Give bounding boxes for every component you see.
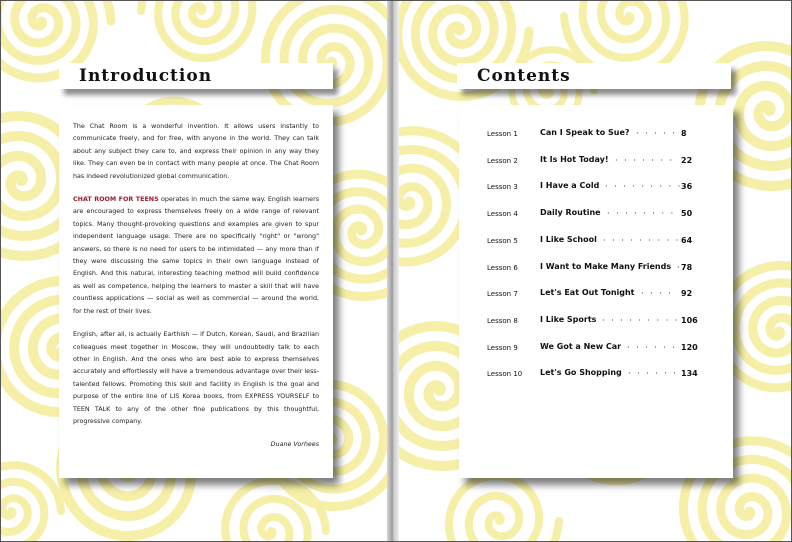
lesson-number: Lesson 10 xyxy=(487,370,523,379)
lesson-page-number: 78 xyxy=(681,262,693,272)
dot-leader: · · · · · · xyxy=(628,369,678,379)
dot-leader: · · · · · · · · xyxy=(607,209,676,219)
lesson-page-number: 50 xyxy=(681,209,693,219)
introduction-card xyxy=(59,105,333,478)
dot-leader: · · · · xyxy=(641,289,673,299)
toc-row xyxy=(487,287,707,301)
lesson-number: Lesson 5 xyxy=(487,236,518,245)
intro-paragraph xyxy=(73,194,319,318)
lesson-title: It Is Hot Today! xyxy=(540,154,609,164)
dot-leader: · · · · · xyxy=(636,129,677,138)
lesson-title: I Like Sports xyxy=(540,314,597,324)
page-title: Introduction xyxy=(79,66,213,86)
lesson-number: Lesson 2 xyxy=(487,156,518,165)
lesson-page-number: 120 xyxy=(681,342,698,352)
introduction-text xyxy=(73,121,319,452)
contents-card xyxy=(459,105,733,478)
lesson-title: I Like School xyxy=(540,234,597,244)
toc-row xyxy=(487,314,707,328)
lesson-page-number: 106 xyxy=(681,315,698,325)
dot-leader: · · · · · · · · · xyxy=(602,315,680,325)
right-page xyxy=(399,1,791,541)
author-signature: Duane Vorhees xyxy=(270,441,319,449)
lesson-page-number: 64 xyxy=(681,235,693,245)
lesson-title: We Got a New Car xyxy=(540,341,622,351)
series-name: CHAT ROOM FOR TEENS xyxy=(73,196,159,204)
toc-row xyxy=(487,234,707,248)
lesson-number: Lesson 9 xyxy=(487,343,518,352)
dot-leader: · · · · · · · xyxy=(615,155,675,165)
intro-paragraph: The Chat Room is a wonderful invention. It allows users instantly to communicate freely, and for free, with anyone in the world. They can talk about any subject they care to, and express their opinion in any way they like. They can even be in contact with many people at once. The Chat Room has indeed revolutionized global communication. xyxy=(73,123,319,180)
book-spine xyxy=(387,1,399,541)
lesson-page-number: 22 xyxy=(681,155,693,165)
dot-leader: · xyxy=(677,262,682,272)
dot-leader: · · · · · · · · · xyxy=(603,235,681,245)
lesson-page-number: 92 xyxy=(681,289,693,299)
lesson-page-number: 134 xyxy=(681,369,698,379)
dot-leader: · · · · · · xyxy=(627,342,677,352)
lesson-title: I Want to Make Many Friends xyxy=(540,261,672,271)
toc-row xyxy=(487,261,707,275)
lesson-number: Lesson 1 xyxy=(487,130,518,138)
introduction-title-bar xyxy=(59,63,333,89)
lesson-number: Lesson 8 xyxy=(487,316,518,325)
intro-paragraph-text: operates in much the same way. English learners are encouraged to express themselves freely on a wide range of relevant topics. Many thought-provoking questions and examples are given to spur independent language usage. There are no specifically "right" or "wrong" answers, so there is no need for users to be intimidated — any more than if they were discussing the same topics in their own language instead of English. And this natural, interesting teaching method will build confidence as well as competence, helping the learners to master a skill that will have countless applications — social as well as commercial — around the world, for the rest of their lives. xyxy=(73,196,320,315)
lesson-number: Lesson 4 xyxy=(487,210,518,219)
toc-row xyxy=(487,207,707,221)
lesson-title: Can I Speak to Sue? xyxy=(540,128,630,137)
lesson-number: Lesson 3 xyxy=(487,183,518,192)
lesson-number: Lesson 6 xyxy=(487,263,518,272)
toc-row xyxy=(487,180,707,194)
toc-row xyxy=(487,154,707,168)
page-title: Contents xyxy=(477,66,571,86)
lesson-title: Let's Go Shopping xyxy=(540,368,622,378)
intro-paragraph: English, after all, is actually Earthish — if Dutch, Korean, Saudi, and Brazilian colleagues meet together in Moscow, they will undoubtedly talk to each other in English. And the ones who are best able to express themselves accurately and effortlessly will have a tremendous advantage over their less-talented fellows. Promoting this skill and facility in English is the goal and purpose of the entire line of LIS Korea books, from EXPRESS YOURSELF to TEEN TALK to any of the other fine publications by this thoughtful, progressive company. xyxy=(73,331,319,425)
toc-row xyxy=(487,127,707,141)
left-page xyxy=(1,1,387,541)
toc-row xyxy=(487,367,707,381)
lesson-title: Let's Eat Out Tonight xyxy=(540,288,635,298)
lesson-page-number: 8 xyxy=(681,129,687,138)
dot-leader: · · · · · · · · · xyxy=(605,182,683,192)
contents-title-bar xyxy=(457,63,731,89)
lesson-number: Lesson 7 xyxy=(487,290,518,299)
toc-row xyxy=(487,341,707,355)
lesson-title: I Have a Cold xyxy=(540,181,600,191)
lesson-title: Daily Routine xyxy=(540,208,601,218)
lesson-page-number: 36 xyxy=(681,182,693,192)
